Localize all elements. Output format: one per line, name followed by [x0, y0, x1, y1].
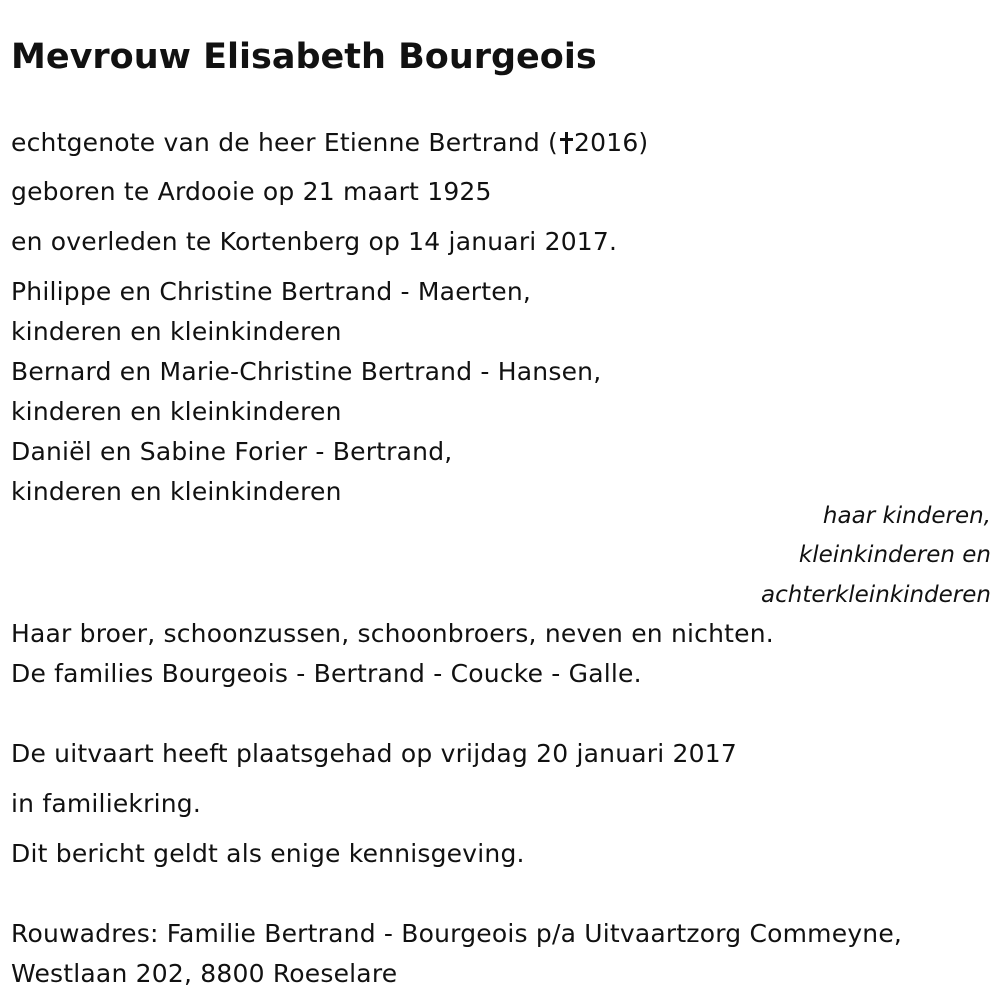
spouse-year: 2016): [574, 128, 649, 157]
death-line: en overleden te Kortenberg op 14 januari 2017.: [11, 227, 618, 256]
family-line: kinderen en kleinkinderen: [11, 317, 342, 346]
signature-line: haar kinderen,: [822, 503, 991, 529]
address-line: Westlaan 202, 8800 Roeselare: [11, 959, 398, 988]
family-line: Bernard en Marie-Christine Bertrand - Hansen,: [11, 357, 602, 386]
page-title: Mevrouw Elisabeth Bourgeois: [11, 37, 597, 77]
family-line: kinderen en kleinkinderen: [11, 397, 342, 426]
signature-line: achterkleinkinderen: [761, 582, 991, 608]
relatives-line: De families Bourgeois - Bertrand - Coucke - Galle.: [11, 659, 642, 688]
family-line: Philippe en Christine Bertrand - Maerten,: [11, 277, 532, 306]
funeral-line: in familiekring.: [11, 789, 201, 818]
funeral-line: Dit bericht geldt als enige kennisgeving.: [11, 839, 525, 868]
spouse-line: [11, 128, 648, 158]
family-line: kinderen en kleinkinderen: [11, 477, 342, 506]
relatives-line: Haar broer, schoonzussen, schoonbroers, neven en nichten.: [11, 619, 774, 648]
funeral-line: De uitvaart heeft plaatsgehad op vrijdag 20 januari 2017: [11, 739, 737, 768]
signature-line: kleinkinderen en: [798, 542, 991, 568]
spouse-prefix: echtgenote van de heer Etienne Bertrand (: [11, 128, 558, 157]
address-line: Rouwadres: Familie Bertrand - Bourgeois p/a Uitvaartzorg Commeyne,: [11, 919, 903, 948]
family-line: Daniël en Sabine Forier - Bertrand,: [11, 437, 453, 466]
cross-icon: [558, 132, 574, 154]
birth-line: geboren te Ardooie op 21 maart 1925: [11, 177, 492, 206]
